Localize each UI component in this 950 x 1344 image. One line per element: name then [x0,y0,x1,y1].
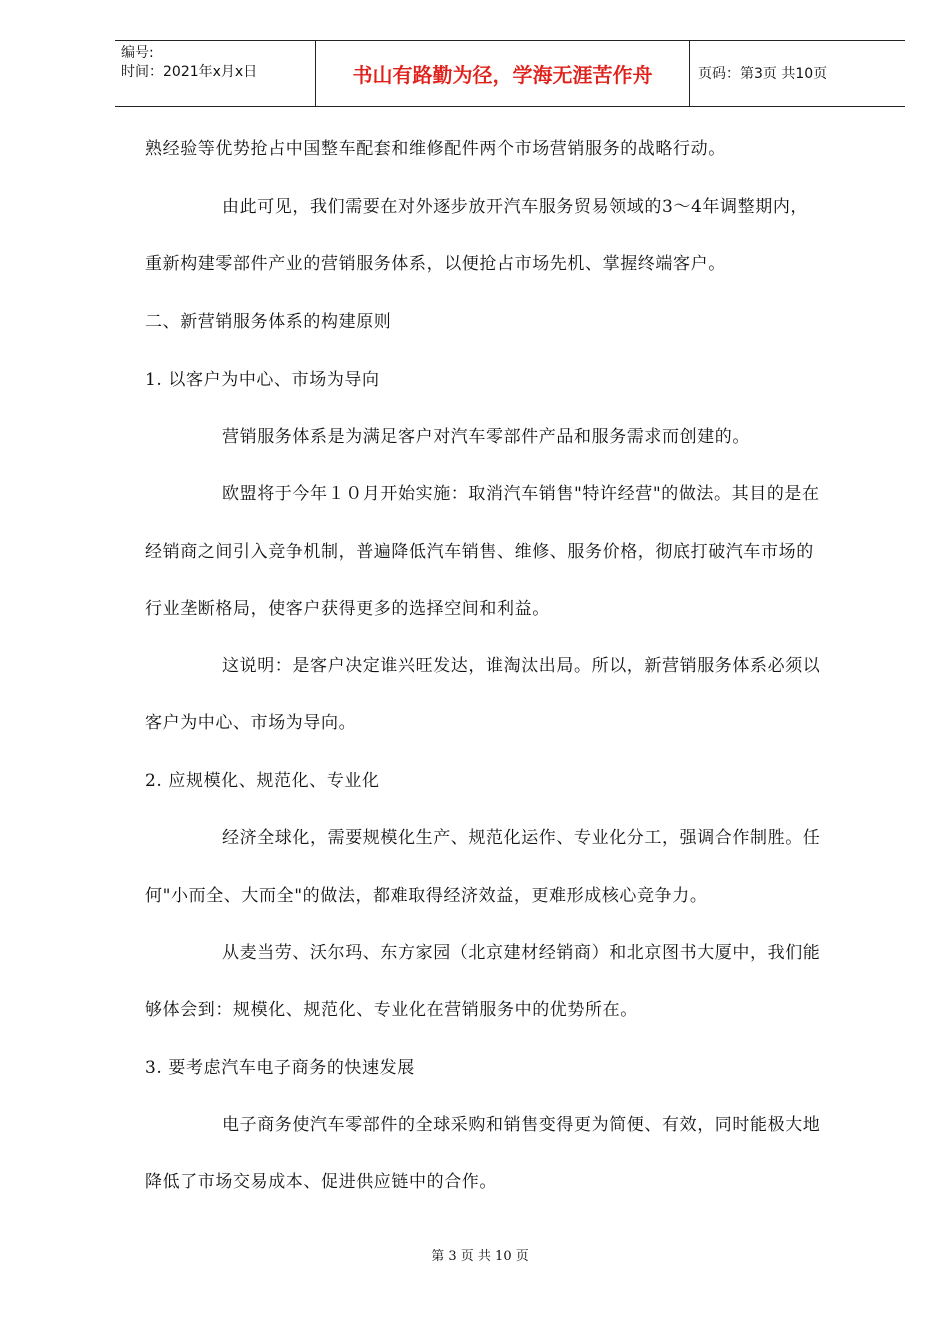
header-page-code: 页码：第3页 共10页 [698,66,828,82]
body-line: 降低了市场交易成本、促进供应链中的合作。 [145,1172,497,1192]
body-line: 这说明：是客户决定谁兴旺发达，谁淘汰出局。所以，新营销服务体系必须以 [222,656,821,676]
document-header [115,40,905,107]
body-line: 从麦当劳、沃尔玛、东方家园（北京建材经销商）和北京图书大厦中，我们能 [222,943,821,963]
body-line: 够体会到：规模化、规范化、专业化在营销服务中的优势所在。 [145,1000,638,1020]
body-line: 重新构建零部件产业的营销服务体系，以便抢占市场先机、掌握终端客户。 [145,254,726,274]
body-line: 经济全球化，需要规模化生产、规范化运作、专业化分工，强调合作制胜。任 [222,828,821,848]
header-motto-cell [316,41,690,106]
subsection-heading: 3. 要考虑汽车电子商务的快速发展 [145,1058,415,1078]
body-line: 熟经验等优势抢占中国整车配套和维修配件两个市场营销服务的战略行动。 [145,139,726,159]
body-line: 营销服务体系是为满足客户对汽车零部件产品和服务需求而创建的。 [222,427,750,447]
header-meta-cell [115,41,316,106]
body-line: 由此可见，我们需要在对外逐步放开汽车服务贸易领域的3～4年调整期内， [222,197,809,217]
header-motto: 书山有路勤为径，学海无涯苦作舟 [352,63,653,87]
subsection-heading: 2. 应规模化、规范化、专业化 [145,771,380,791]
body-line: 客户为中心、市场为导向。 [145,713,357,733]
body-line: 行业垄断格局，使客户获得更多的选择空间和利益。 [145,599,550,619]
body-line: 何"小而全、大而全"的做法，都难取得经济效益，更难形成核心竞争力。 [145,886,708,906]
document-number-label: 编号: [121,45,154,61]
section-heading: 二、新营销服务体系的构建原则 [145,312,392,332]
page-footer: 第 3 页 共 10 页 [431,1249,529,1264]
subsection-heading: 1. 以客户为中心、市场为导向 [145,370,380,390]
body-line: 欧盟将于今年１０月开始实施：取消汽车销售"特许经营"的做法。其目的是在 [222,484,820,504]
document-time-label: 时间：2021年x月x日 [121,64,258,80]
body-line: 电子商务使汽车零部件的全球采购和销售变得更为简便、有效，同时能极大地 [222,1115,821,1135]
header-page-cell [690,41,905,106]
body-line: 经销商之间引入竞争机制，普遍降低汽车销售、维修、服务价格，彻底打破汽车市场的 [145,542,814,562]
